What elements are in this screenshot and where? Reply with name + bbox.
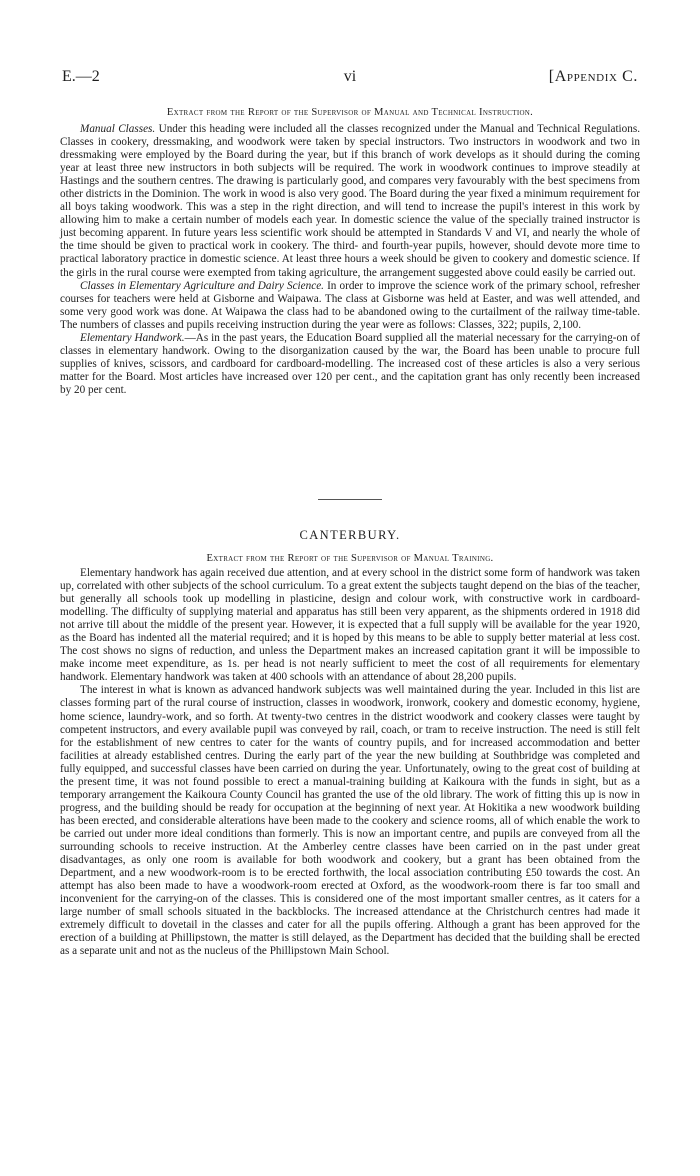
paragraph-text: Under this heading were included all the classes recognized under the Manual and Technical Regulations. Classes in cookery, dressmaking, and woodwork were taken by special instructors. Two instructors in woodwork and two in dressmaking were employed by the Board during the year, but if this branch of work develops as it should during the coming year at least three new instructors in both subjects will be required. The work in woodwork continues to improve steadily at Hastings and the southern centres. The drawing is particularly good, and compares very favourably with the best specimens from other districts in the Dominion. The work in wood is also very good. The Board during the year fixed a minimum requirement for all boys taking woodwork. This was a step in the right direction, and will tend to increase the pupil's interest in this work by allowing him to make a certain number of models each year. In domestic science the value of the specially trained instructor is just becoming apparent. In future years less scientific work should be attempted in Standards V and VI, and nearly the whole of the time should be given to practical work in cookery. The third- and fourth-year pupils, however, should devote more time to practical laboratory practice in domestic science. At least three hours a week should be given to cookery and domestic science. If the girls in the rural course were exempted from taking agriculture, the arrangement suggested above could easily be carried out.	[60, 123, 640, 279]
manual-technical-section	[60, 123, 640, 397]
page-number: vi	[343, 68, 357, 85]
paragraph-elementary-handwork-canterbury: Elementary handwork has again received due attention, and at every school in the district some form of handwork was taken up, correlated with other subjects of the school curriculum. To a great extent the subjects taught depend on the bias of the teacher, but generally all schools took up modelling in plasticine, design and colour work, with constructive work in cardboard-modelling. The difficulty of supplying material and apparatus has still been very apparent, as the shipments ordered in 1918 did not arrive till about the middle of the present year. However, it is expected that a full supply will be available for the year 1920, as the Board has indented all the material required; and it is hoped by this means to be able to supply better material at less cost. The cost shows no signs of reduction, and unless the Department makes an increased capitation grant it will be impossible to make income meet expenditure, as 1s. per head is not nearly sufficient to meet the cost of all requirements for elementary handwork. Elementary handwork was taken at 400 schools with an attendance of about 28,200 pupils.	[60, 567, 640, 684]
paragraph-agriculture-dairy	[60, 280, 640, 332]
paragraph-label: Classes in Elementary Agriculture and Dairy Science.	[80, 279, 324, 292]
paragraph-text: In order to improve the science work of the primary school, refresher courses for teachers were held at Gisborne and Waipawa. The class at Gisborne was held at Easter, and was well attended, and some very good work was done. At Waipawa the class had to be abandoned owing to the curtailment of the railway time-table. The numbers of classes and pupils receiving instruction during the year were as follows: Classes, 322; pupils, 2,100.	[60, 279, 641, 331]
extract-title-manual-training: Extract from the Report of the Supervisor of Manual Training.	[206, 553, 494, 564]
canterbury-heading: CANTERBURY.	[299, 528, 401, 542]
paragraph-advanced-handwork: The interest in what is known as advanced handwork subjects was well maintained during the year. Included in this list are classes forming part of the rural course of instruction, classes in woodwork, ironwork, cookery and domestic economy, hygiene, home science, laundry-work, and so forth. At twenty-two centres in the district woodwork and cookery classes were taught by competent instructors, and every available pupil was conveyed by rail, coach, or tram to receive instruction. The need is still felt for the establishment of new centres to cater for the wants of country pupils, and for increased accommodation and better facilities at already established centres. During the early part of the year the new building at Southbridge was completed and fully equipped, and successful classes have been carried on during the year. Unfortunately, owing to the great cost of building at the present time, it was not found possible to erect a manual-training building at Kaikoura with the funds in sight, but as a temporary arrangement the Kaikoura County Council has granted the use of the old library. The work of fitting this up is now in progress, and the building should be ready for occupation at the beginning of next year. At Hokitika a new woodwork building has been erected, and considerable alterations have been made to the cookery and science rooms, all of which enable the work to be carried out under more ideal conditions than formerly. This is now an important centre, and pupils are conveyed from all the surrounding schools to receive instruction. At the Amberley centre classes have been carried on in the past under great disadvantages, as only one room is available for both woodwork and cookery, but a grant has been obtained from the Department, and a new woodwork-room is to be erected forthwith, the local association contributing £50 towards the cost. An attempt has also been made to have a woodwork-room erected at Oxford, as the woodwork-room there is far too small and inconvenient for the carrying-on of the classes. This is considered one of the most important smaller centres, as it caters for a large number of small schools situated in the backblocks. The increased attendance at the Christchurch centres had made it extremely difficult to dovetail in the classes and cater for all the pupils offering. Although a grant has been approved for the erection of a building at Phillipstown, the matter is still delayed, as the Department has decided that the building shall be erected as a separate unit and not as the nucleus of the Phillipstown Main School.	[60, 684, 640, 958]
paragraph-elementary-handwork	[60, 332, 640, 397]
extract-title-manual-technical: Extract from the Report of the Supervisor of Manual and Technical Instruction.	[166, 107, 534, 118]
paragraph-text: —As in the past years, the Education Board supplied all the material necessary for the carrying-on of classes in elementary handwork. Owing to the disorganization caused by the war, the Board has been unable to procure full supplies of knives, scissors, and cardboard for cardboard-modelling. The increased cost of these articles is also a very serious matter for the Board. Most articles have increased over 120 per cent., and the capitation grant has only recently been increased by 20 per cent.	[60, 331, 640, 396]
appendix-label: [Appendix C.	[548, 68, 638, 85]
section-divider	[318, 499, 382, 500]
page-reference: E.—2	[62, 68, 100, 85]
canterbury-section	[60, 567, 640, 958]
paragraph-label: Elementary Handwork.	[80, 331, 185, 344]
paragraph-label: Manual Classes.	[80, 123, 156, 135]
page-header	[62, 68, 638, 92]
paragraph-manual-classes	[60, 123, 640, 280]
